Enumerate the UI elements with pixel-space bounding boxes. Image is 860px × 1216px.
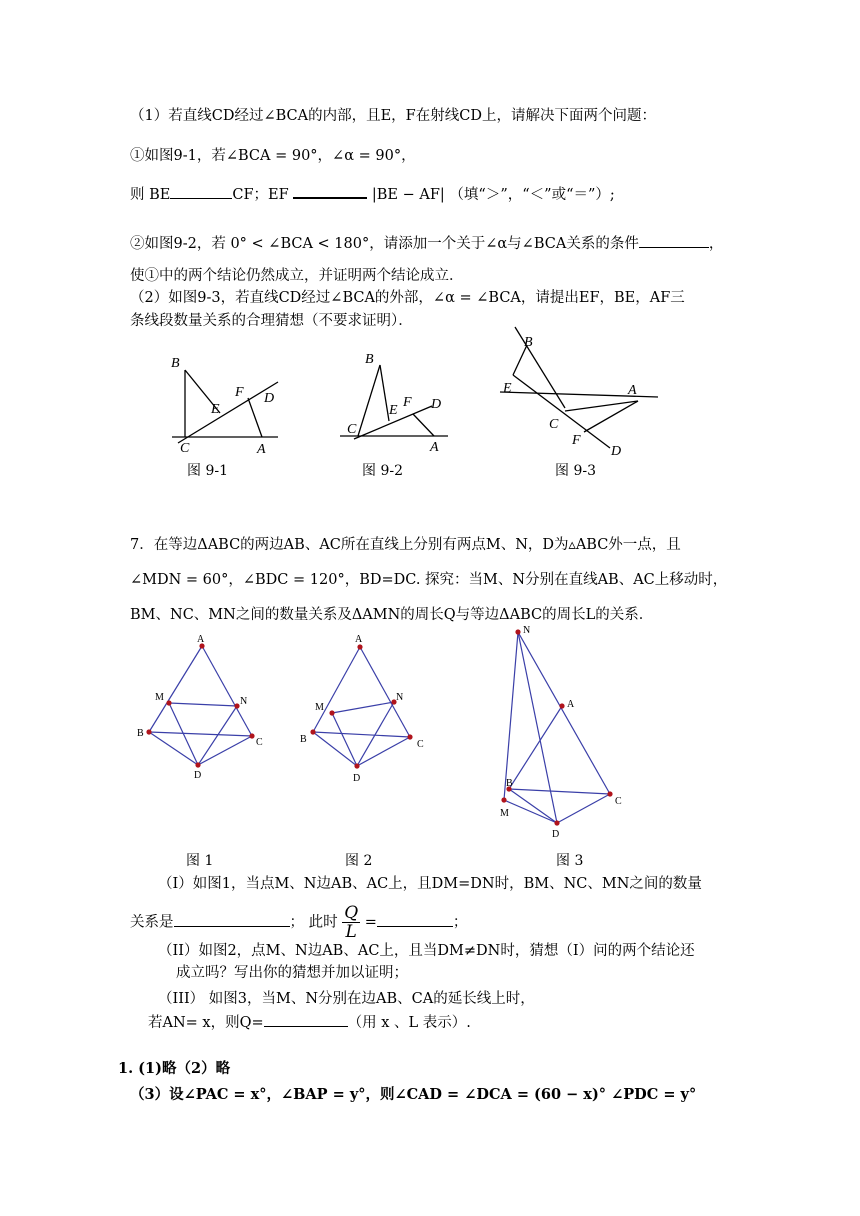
q7-sub1-c: ； 此时: [289, 914, 338, 931]
fig1-label-b: B: [137, 728, 144, 739]
part1-line3: [130, 183, 615, 205]
fig1-point-c: [249, 733, 254, 738]
fig1-label-a: A: [197, 634, 205, 645]
fig2-label-c: C: [417, 739, 424, 750]
q7-sub1-b: 关系是: [130, 914, 174, 931]
q7-sub3-line2: [148, 1012, 471, 1033]
fraction-denominator: L: [345, 922, 357, 942]
fig2-point-m: [329, 710, 334, 715]
fig1-line-ac: [202, 646, 252, 736]
fig1-label-d: D: [194, 770, 202, 781]
fig93-label-c: C: [549, 417, 559, 432]
fig2-point-b: [310, 729, 315, 734]
blank-ratio[interactable]: [377, 912, 453, 927]
caption-fig-9-2: 图 9-2: [362, 463, 403, 479]
fig3-point-n: [515, 629, 520, 634]
fig3-point-d: [554, 820, 559, 825]
caption-fig-9-3: 图 9-3: [555, 463, 596, 479]
fig1-line-cd: [198, 736, 252, 765]
fig92-label-a: A: [430, 440, 439, 455]
fig3-label-d: D: [552, 829, 560, 840]
answer-line2: （3）设∠PAC = x°，∠BAP = y°，则∠CAD = ∠DCA = (60 − x)° ∠PDC = y°: [130, 1086, 697, 1103]
part1-line3-a: 则 BE: [130, 187, 171, 203]
q7-line1: 7．在等边ΔABC的两边AB、AC所在直线上分别有两点M、N，D为▵ABC外一点，且: [130, 537, 681, 553]
fig1-label-m: M: [155, 692, 164, 703]
fig93-label-f: F: [572, 433, 581, 448]
fig3-label-c: C: [615, 796, 622, 807]
fig3-line-nc: [518, 632, 610, 794]
fig91-label-d: D: [264, 391, 275, 406]
fig3-point-m: [501, 797, 506, 802]
fig1-point-m: [166, 700, 171, 705]
q7-sub2-line2: 成立吗？写出你的猜想并加以证明；: [176, 965, 408, 981]
q7-sub1-e: ；: [452, 914, 468, 931]
fig2-point-c: [407, 734, 412, 739]
q7-sub3-b: 若AN= x，则Q=: [148, 1015, 264, 1031]
caption-fig-2: 图 2: [345, 853, 373, 869]
fig3-line-bd: [509, 789, 557, 823]
blank-q-expression[interactable]: [264, 1012, 348, 1027]
fig92-label-e: E: [389, 403, 398, 418]
fig92-label-f: F: [403, 395, 412, 410]
fig1-point-d: [195, 762, 200, 767]
fig2-label-b: B: [300, 734, 307, 745]
fig1-line-ab: [149, 646, 202, 732]
q7-figures: [0, 620, 860, 845]
q7-sub3-c: （用 x 、L 表示）.: [347, 1015, 471, 1031]
part1-line4-a: ②如图9-2，若 0° < ∠BCA < 180°，请添加一个关于∠α与∠BCA关系的条件: [130, 236, 639, 252]
blank-ef[interactable]: [293, 183, 367, 199]
part1-line3-b: CF；EF: [232, 187, 289, 203]
fig2-label-m: M: [315, 702, 324, 713]
fig93-label-e: E: [503, 381, 512, 396]
fig3-line-bc: [509, 789, 610, 794]
fig92-line-fa: [413, 414, 434, 436]
fig93-label-d: D: [611, 444, 622, 459]
fig3-line-nm: [504, 632, 518, 800]
fig1-point-b: [146, 729, 151, 734]
caption-fig-3: 图 3: [556, 853, 584, 869]
fig92-label-c: C: [347, 422, 357, 437]
caption-fig-9-1: 图 9-1: [187, 463, 228, 479]
part1-line3-d: （填“＞”，“＜”或“＝”）;: [449, 187, 615, 203]
fig92-label-b: B: [365, 352, 374, 367]
fig3-label-b: B: [506, 778, 513, 789]
fig93-label-a: A: [628, 383, 637, 398]
fig92-line-bc: [358, 365, 380, 436]
fig91-line-fa: [248, 398, 262, 437]
fig93-line-af: [584, 401, 638, 432]
fig92-label-d: D: [431, 397, 442, 412]
fig2-line-bd: [313, 732, 357, 766]
q7-sub1-line2: [130, 904, 467, 941]
fig3-label-a: A: [567, 699, 575, 710]
fig91-label-c: C: [180, 441, 190, 456]
fig3-line-cd: [557, 794, 610, 823]
q7-line3: BM、NC、MN之间的数量关系及ΔAMN的周长Q与等边ΔABC的周长L的关系．: [130, 607, 654, 623]
fig91-label-a: A: [257, 442, 266, 457]
fig93-label-b: B: [524, 335, 533, 350]
fraction-q-over-l: [342, 904, 360, 941]
fig3-line-nd: [518, 632, 557, 823]
blank-condition[interactable]: [639, 233, 709, 248]
part1-line6: （2）如图9-3，若直线CD经过∠BCA的外部，∠α = ∠BCA，请提出EF，BE，AF三: [130, 290, 685, 306]
fig92-line-be: [380, 365, 389, 421]
blank-relation[interactable]: [174, 912, 290, 927]
part1-line7: 条线段数量关系的合理猜想（不要求证明）．: [130, 313, 413, 329]
fig1-label-n: N: [240, 696, 248, 707]
fig91-label-b: B: [171, 356, 180, 371]
fig2-point-a: [357, 644, 362, 649]
q7-sub1-d: =: [364, 914, 377, 931]
blank-be-cf[interactable]: [170, 184, 232, 199]
fig1-point-n: [234, 703, 239, 708]
fig1-line-mn: [169, 703, 237, 706]
fig2-line-bc: [313, 732, 410, 737]
answer-line1: 1. (1)略（2）略: [118, 1060, 231, 1077]
fig93-line-ca: [565, 401, 638, 411]
fig2-label-n: N: [396, 692, 404, 703]
fig1-line-bc: [149, 732, 252, 736]
q7-sub2-line1: （II）如图2，点M、N边AB、AC上，且当DM≠DN时，猜想（I）问的两个结论还: [158, 943, 695, 959]
fig3-label-n: N: [523, 625, 531, 636]
fig91-line-cd: [178, 382, 278, 443]
fig3-point-a: [559, 703, 564, 708]
q7-line2: ∠MDN = 60°，∠BDC = 120°，BD=DC. 探究：当M、N分别在直线AB、AC上移动时，: [130, 572, 728, 588]
fig93-line-cd: [513, 375, 610, 448]
q7-sub1-line1: （I）如图1，当点M、N边AB、AC上，且DM=DN时，BM、NC、MN之间的数量: [158, 876, 702, 892]
part1-line4: [130, 233, 723, 254]
fig2-line-ab: [313, 647, 360, 732]
figure-9-diagrams: [0, 320, 860, 500]
fig2-line-md: [332, 713, 357, 766]
fig2-line-mn: [332, 702, 394, 713]
fig91-label-f: F: [235, 385, 244, 400]
part1-line2: ①如图9-1，若∠BCA = 90°，∠α = 90°，: [130, 148, 416, 164]
part1-line3-c: |BE − AF|: [371, 187, 445, 203]
fig91-label-e: E: [211, 402, 220, 417]
fig3-label-m: M: [500, 808, 509, 819]
part1-line4-b: ，: [708, 236, 724, 252]
q7-sub3-line1: （III） 如图3，当M、N分别在边AB、CA的延长线上时，: [158, 991, 535, 1007]
part1-line5: 使①中的两个结论仍然成立，并证明两个结论成立．: [130, 268, 464, 284]
fig1-label-c: C: [256, 737, 263, 748]
fig2-point-d: [354, 763, 359, 768]
fig2-label-d: D: [353, 773, 361, 784]
part1-line1: （1）若直线CD经过∠BCA的内部，且E，F在射线CD上，请解决下面两个问题：: [130, 108, 656, 124]
fig3-line-md: [504, 800, 557, 823]
fig3-point-c: [607, 791, 612, 796]
fig2-label-a: A: [355, 634, 363, 645]
fraction-numerator: Q: [344, 903, 359, 923]
caption-fig-1: 图 1: [186, 853, 214, 869]
